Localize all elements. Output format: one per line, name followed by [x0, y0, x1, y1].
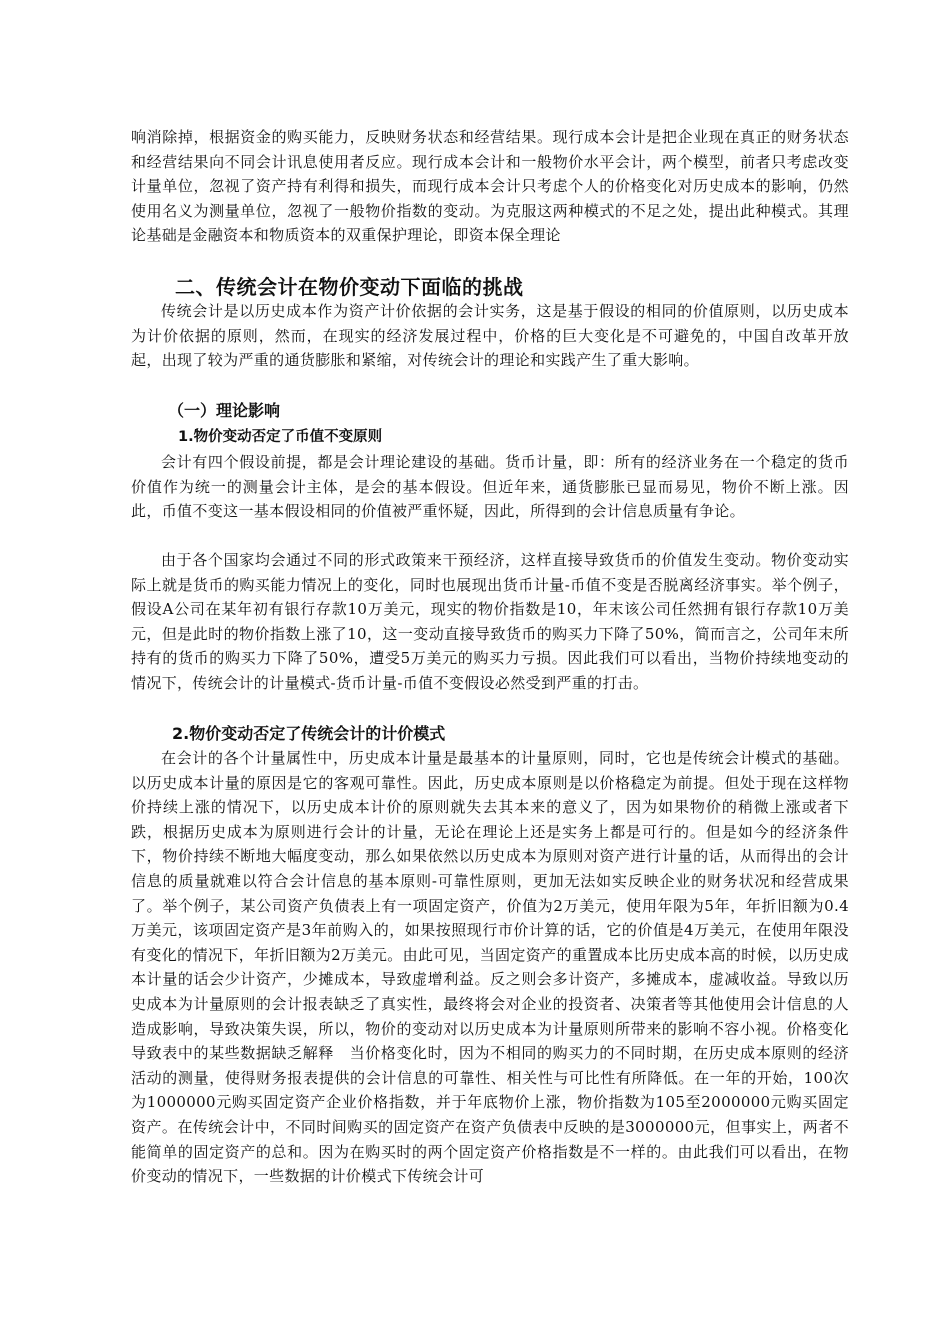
- section-intro-paragraph: 传统会计是以历史成本作为资产计价依据的会计实务，这是基于假设的相同的价值原则，以历史成本为计价依据的原则，然而，在现实的经济发展过程中，价格的巨大变化是不可避免的，中国自改革开放起，出现了较为严重的通货膨胀和紧缩，对传统会计的理论和实践产生了重大影响。: [131, 302, 849, 370]
- section-heading: 二、传统会计在物价变动下面临的挑战: [175, 275, 524, 299]
- point-2-heading: 2.物价变动否定了传统会计的计价模式: [172, 724, 446, 743]
- point-1-paragraph-2: 由于各个国家均会通过不同的形式政策来干预经济，这样直接导致货币的价值发生变动。物价变动实际上就是货币的购买能力情况上的变化，同时也展现出货币计量-币值不变是否脱离经济事实。举个例子，假设A公司在某年初有银行存款10万美元，现实的物价指数是10，年末该公司任然拥有银行存款10万美元，但是此时的物价指数上涨了10，这一变动直接导致货币的购买力下降了50%，简而言之，公司年末所持有的货币的购买力下降了50%，遭受5万美元的购买力亏损。因此我们可以看出，当物价持续地变动的情况下，传统会计的计量模式-货币计量-币值不变假设必然受到严重的打击。: [131, 551, 849, 692]
- point-2-paragraph: 在会计的各个计量属性中，历史成本计量是最基本的计量原则，同时，它也是传统会计模式的基础。以历史成本计量的原因是它的客观可靠性。因此，历史成本原则是以价格稳定为前提。但处于现在这样物价持续上涨的情况下，以历史成本计价的原则就失去其本来的意义了，因为如果物价的稍微上涨或者下跌，根据历史成本为原则进行会计的计量，无论在理论上还是实务上都是可行的。但是如今的经济条件下，物价持续不断地大幅度变动，那么如果依然以历史成本为原则对资产进行计量的话，从而得出的会计信息的质量就难以符合会计信息的基本原则-可靠性原则，更加无法如实反映企业的财务状况和经营成果了。举个例子，某公司资产负债表上有一项固定资产，价值为2万美元，使用年限为5年，年折旧额为0.4万美元，该项固定资产是3年前购入的，如果按照现行市价计算的话，它的价值是4万美元，在使用年限没有变化的情况下，年折旧额为2万美元。由此可见，当固定资产的重置成本比历史成本高的时候，以历史成本计量的话会少计资产，少摊成本，导致虚增利益。反之则会多计资产，多摊成本，虚减收益。导致以历史成本为计量原则的会计报表缺乏了真实性，最终将会对企业的投资者、决策者等其他使用会计信息的人造成影响，导致决策失误，所以，物价的变动对以历史成本为计量原则所带来的影响不容小视。价格变化导致表中的某些数据缺乏解释 当价格变化时，因为不相同的购买力的不同时期，在历史成本原则的经济活动的测量，使得财务报表提供的会计信息的可靠性、相关性与可比性有所降低。在一年的开始，100次为1000000元购买固定资产企业价格指数，并于年底物价上涨，物价指数为105至2000000元购买固定资产。在传统会计中，不同时间购买的固定资产在资产负债表中反映的是3000000元，但事实上，两者不能简单的固定资产的总和。因为在购买时的两个固定资产价格指数是不一样的。由此我们可以看出，在物价变动的情况下，一些数据的计价模式下传统会计可: [131, 749, 849, 1186]
- intro-paragraph: 响消除掉，根据资金的购买能力，反映财务状态和经营结果。现行成本会计是把企业现在真正的财务状态和经营结果向不同会计讯息使用者反应。现行成本会计和一般物价水平会计，两个模型，前者只考虑改变计量单位，忽视了资产持有利得和损失，而现行成本会计只考虑个人的价格变化对历史成本的影响，仍然使用名义为测量单位，忽视了一般物价指数的变动。为克服这两种模式的不足之处，提出此种模式。其理论基础是金融资本和物质资本的双重保护理论，即资本保全理论: [131, 128, 849, 245]
- subsection-heading: （一）理论影响: [168, 401, 281, 420]
- point-1-paragraph-1: 会计有四个假设前提，都是会计理论建设的基础。货币计量，即：所有的经济业务在一个稳定的货币价值作为统一的测量会计主体，是会的基本假设。但近年来，通货膨胀已显而易见，物价不断上涨。因此，币值不变这一基本假设相同的价值被严重怀疑，因此，所得到的会计信息质量有争论。: [131, 453, 849, 521]
- point-1-heading: 1.物价变动否定了币值不变原则: [178, 429, 383, 445]
